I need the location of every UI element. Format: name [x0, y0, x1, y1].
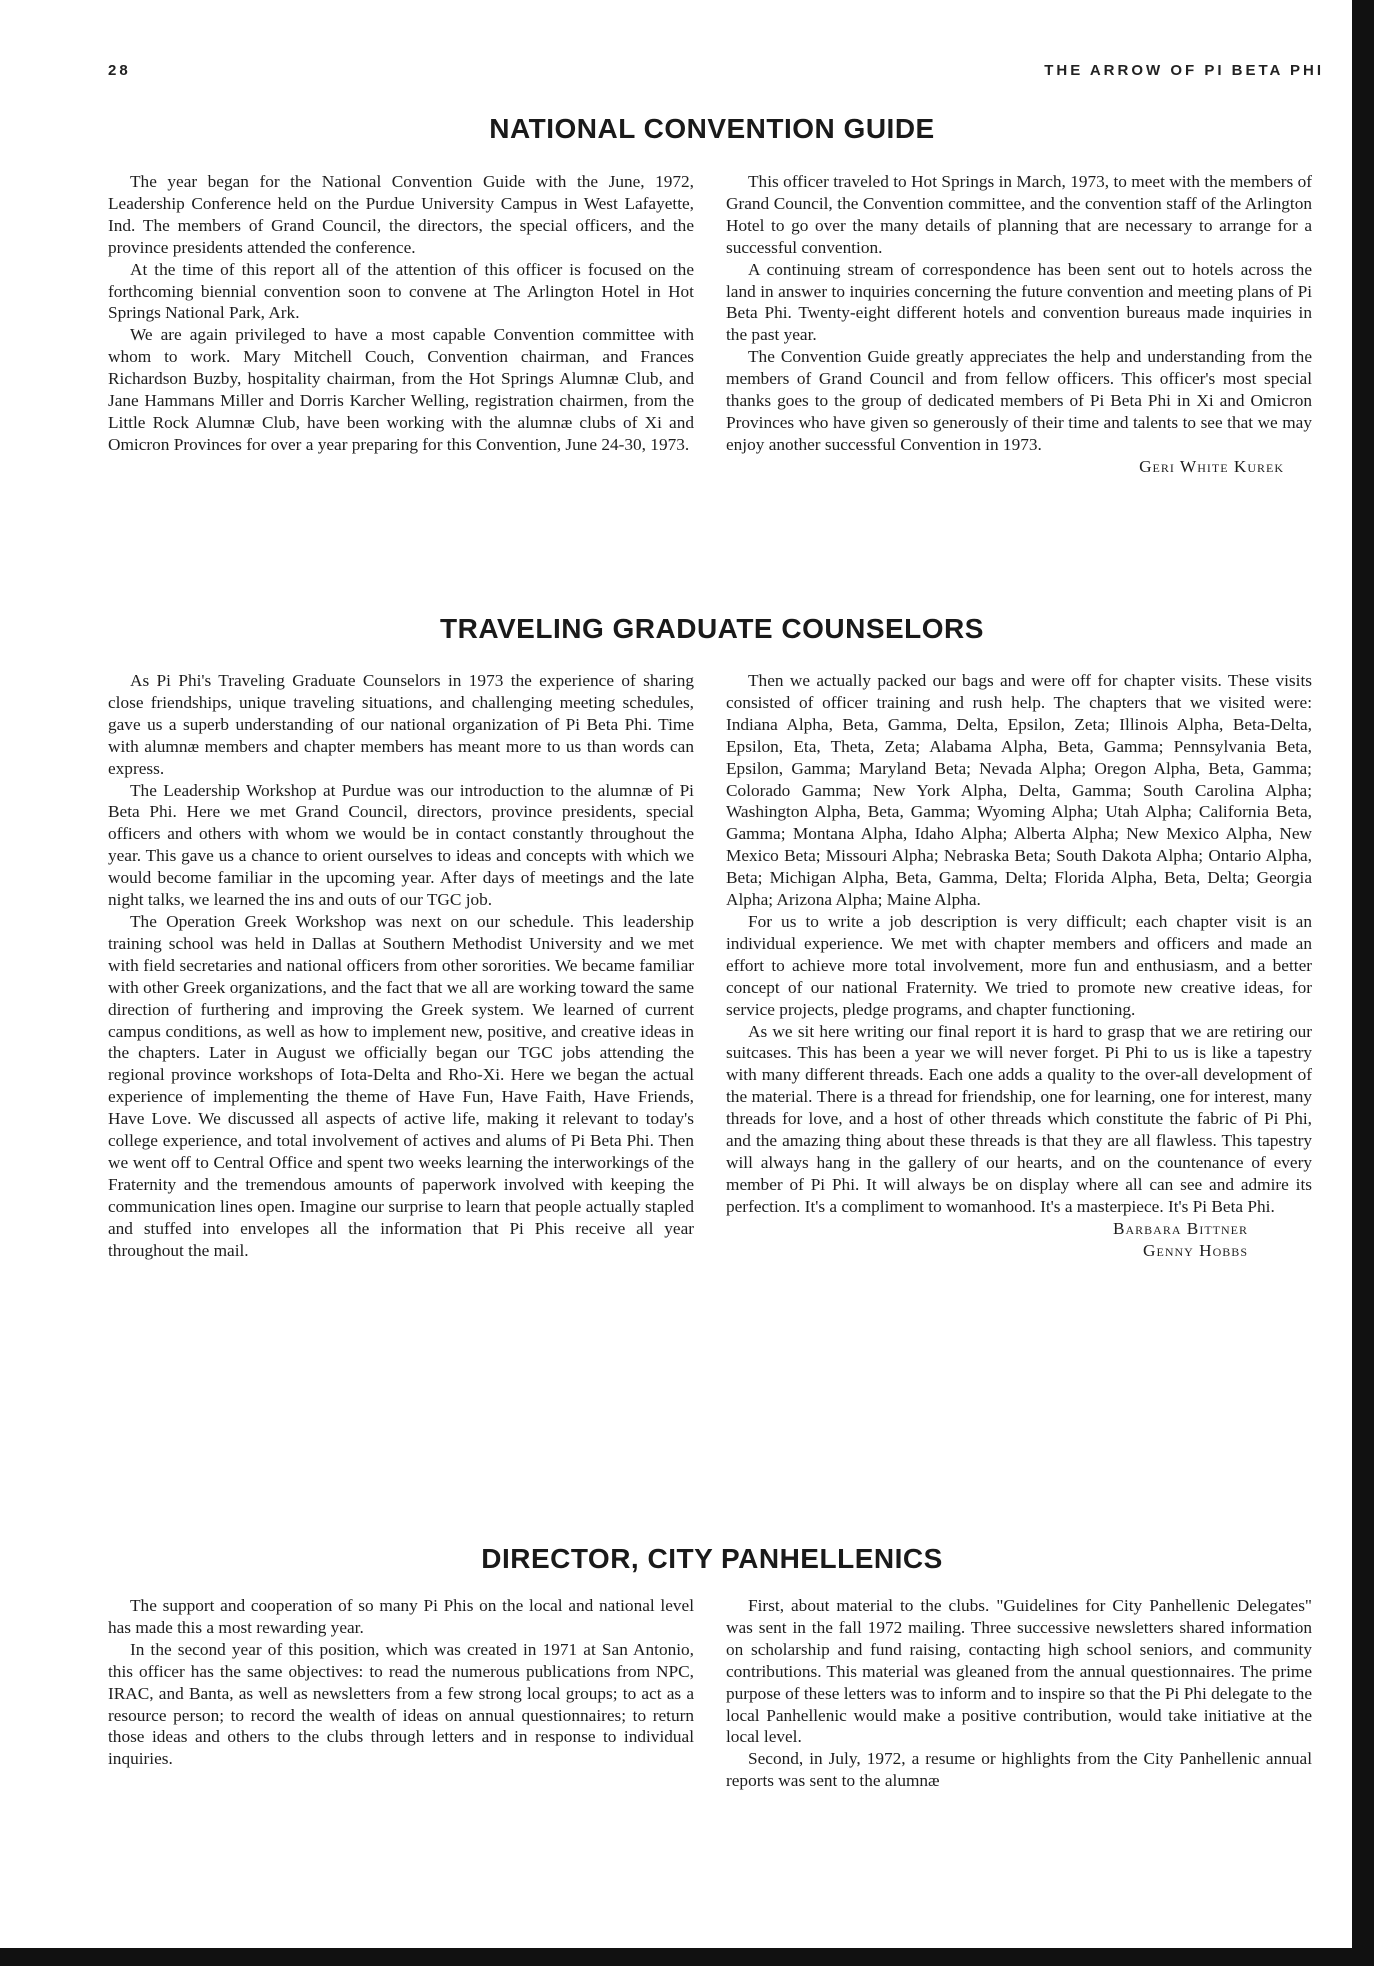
section-2-left-column — [108, 670, 694, 1261]
paragraph: At the time of this report all of the attention of this officer is focused on the forthcoming biennial convention soon to convene at The Arlington Hotel in Hot Springs National Park, Ark. — [108, 259, 694, 323]
author-signature: Geri White Kurek — [1139, 456, 1284, 476]
section-title-director-city-panhellenics: DIRECTOR, CITY PANHELLENICS — [481, 1543, 943, 1574]
paragraph: First, about material to the clubs. "Guidelines for City Panhellenic Delegates" was sent in the fall 1972 mailing. Three successive newsletters shared information on scholarship and fund raising, contacting high school seniors, and community contributions. This material was gleaned from the annual questionnaires. The prime purpose of these letters was to inform and to inspire so that the Pi Phi delegate to the local Panhellenic would make a positive contribution, would take initiative at the local level. — [726, 1596, 1312, 1747]
section-2-right-column — [726, 670, 1312, 1261]
paragraph: The Leadership Workshop at Purdue was our introduction to the alumnæ of Pi Beta Phi. Here we met Grand Council, directors, province presidents, special officers and others with whom we would be in contact constantly throughout the year. This gave us a chance to orient ourselves to ideas and concepts with which we would become familiar in the upcoming year. After days of meetings and the late night talks, we learned the ins and outs of our TGC job. — [108, 780, 694, 910]
section-title-national-convention-guide: NATIONAL CONVENTION GUIDE — [489, 113, 935, 144]
paragraph: We are again privileged to have a most capable Convention committee with whom to work. Mary Mitchell Couch, Convention chairman, and Frances Richardson Buzby, hospitality chairman, from the Hot Springs Alumnæ Club, and Jane Hammans Miller and Dorris Karcher Welling, registration chairmen, from the Little Rock Alumnæ Club, have been working with the alumnæ clubs of Xi and Omicron Provinces for over a year preparing for this Convention, June 24-30, 1973. — [108, 325, 694, 454]
section-3-left-column — [108, 1595, 694, 1770]
section-3-right-column — [726, 1595, 1312, 1792]
paragraph: In the second year of this position, which was created in 1971 at San Antonio, this officer has the same objectives: to read the numerous publications from NPC, IRAC, and Banta, as well as newsletters from a few strong local groups; to act as a resource person; to record the wealth of ideas on annual questionnaires; to return those ideas and others to the clubs through letters and in response to individual inquiries. — [108, 1639, 694, 1769]
section-title-traveling-graduate-counselors: TRAVELING GRADUATE COUNSELORS — [440, 613, 984, 644]
paragraph: The Operation Greek Workshop was next on our schedule. This leadership training school was held in Dallas at Southern Methodist University and we met with field secretaries and national officers from other sororities. We became familiar with other Greek organizations, and the fact that we all are working toward the same direction of furthering and improving the Greek system. We learned of current campus conditions, as well as how to implement new, positive, and creative ideas in the chapters. Later in August we officially began our TGC jobs attending the regional province workshops of Iota-Delta and Rho-Xi. Here we began the actual experience of implementing the theme of Have Fun, Have Faith, Have Friends, Have Love. We discussed all aspects of active life, making it relevant to today's college experience, and total involvement of actives and alums of Pi Beta Phi. Then we went off to Central Office and spent two weeks learning the interworkings of the Fraternity and the tremendous amounts of paperwork involved with keeping the communication lines open. Imagine our surprise to learn that people actually stapled and stuffed into envelopes all the information that Pi Phis receive all year throughout the mail. — [108, 911, 694, 1260]
paragraph: For us to write a job description is very difficult; each chapter visit is an individual experience. We met with chapter members and officers and made an effort to achieve more total involvement, more fun and enthusiasm, and a better concept of our national Fraternity. We tried to promote new creative ideas, for service projects, pledge programs, and chapter functioning. — [726, 911, 1312, 1019]
paragraph: As we sit here writing our final report it is hard to grasp that we are retiring our suitcases. This has been a year we will never forget. Pi Phi to us is like a tapestry with many different threads. Each one adds a quality to the over-all development of the material. There is a thread for friendship, one for learning, one for interest, many threads for love, and a host of other threads which constitute the fabric of Pi Phi, and the amazing thing about these threads is that they are all flawless. This tapestry will always hang in the gallery of our hearts, and on the countenance of every member of Pi Phi. It will always be on display where all can see and admire its perfection. It's a compliment to womanhood. It's a masterpiece. It's Pi Beta Phi. — [726, 1021, 1312, 1216]
paragraph: Second, in July, 1972, a resume or highlights from the City Panhellenic annual reports was sent to the alumnæ — [726, 1749, 1312, 1791]
section-1-left-column — [108, 171, 694, 456]
journal-title: THE ARROW OF PI BETA PHI — [1044, 62, 1324, 79]
section-1-right-column — [726, 171, 1312, 478]
paragraph: The year began for the National Convention Guide with the June, 1972, Leadership Conference held on the Purdue University Campus in West Lafayette, Ind. The members of Grand Council, the directors, the special officers, and the province presidents attended the conference. — [108, 172, 694, 257]
page-number: 28 — [108, 62, 131, 79]
author-signature: Barbara Bittner — [1112, 1218, 1248, 1238]
paragraph: The support and cooperation of so many Pi Phis on the local and national level has made this a most rewarding year. — [108, 1596, 694, 1637]
paragraph: Then we actually packed our bags and were off for chapter visits. These visits consisted of officer training and rush help. The chapters that we visited were: Indiana Alpha, Beta, Gamma, Delta, Epsilon, Zeta; Illinois Alpha, Beta-Delta, Epsilon, Eta, Theta, Zeta; Alabama Alpha, Beta, Gamma; Pennsylvania Beta, Epsilon, Gamma; Maryland Beta; Nevada Alpha; Oregon Alpha, Beta, Gamma; Colorado Gamma; New York Alpha, Delta, Gamma; South Carolina Alpha; Washington Alpha, Beta, Gamma; Wyoming Alpha; Utah Alpha; California Beta, Gamma; Montana Alpha, Idaho Alpha; Alberta Alpha; New Mexico Alpha, New Mexico Beta; Missouri Alpha; Nebraska Beta; South Dakota Alpha; Ontario Alpha, Beta; Michigan Alpha, Beta, Gamma, Delta; Florida Alpha, Beta, Delta; Georgia Alpha; Arizona Alpha; Maine Alpha. — [726, 671, 1312, 910]
paragraph: As Pi Phi's Traveling Graduate Counselors in 1973 the experience of sharing close friendships, unique traveling situations, and challenging meeting schedules, gave us a superb understanding of our national organization of Pi Beta Phi. Time with alumnæ members and chapter members has meant more to us than words can express. — [108, 671, 694, 778]
author-signature: Genny Hobbs — [1143, 1240, 1248, 1260]
paragraph: A continuing stream of correspondence has been sent out to hotels across the land in answer to inquiries concerning the future convention and meeting plans of Pi Beta Phi. Twenty-eight different hotels and convention bureaus made inquiries in the past year. — [726, 259, 1312, 345]
paragraph: This officer traveled to Hot Springs in March, 1973, to meet with the members of Grand Council, the Convention committee, and the convention staff of the Arlington Hotel to go over the many details of planning that are necessary to arrange for a successful convention. — [726, 172, 1312, 257]
paragraph: The Convention Guide greatly appreciates the help and understanding from the members of Grand Council and from fellow officers. This officer's most special thanks goes to the group of dedicated members of Pi Beta Phi in Xi and Omicron Provinces who have given so generously of their time and talents to see that we may enjoy another successful Convention in 1973. — [726, 347, 1312, 454]
scan-edge-bottom — [0, 1948, 1374, 1966]
scan-edge-right — [1352, 0, 1374, 1966]
